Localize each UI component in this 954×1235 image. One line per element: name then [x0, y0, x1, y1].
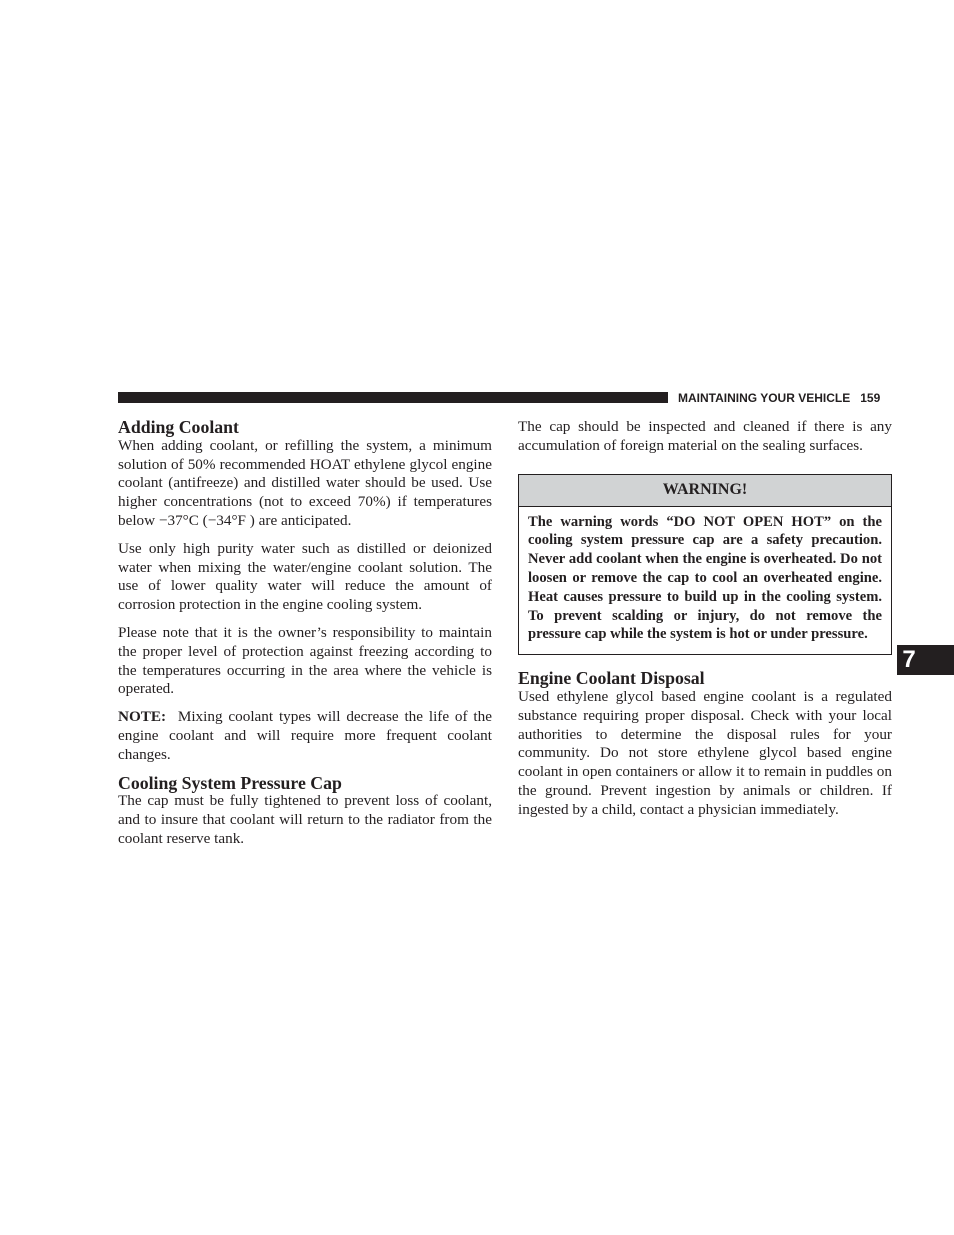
- warning-text: The warning words “DO NOT OPEN HOT” on the cooling system pressure cap are a safety precaution. Never add coolant when the engine is overheated. Do not loosen or remove the cap to cool an overheated engine. Heat causes pressure to build up in the cooling system. To prevent scalding or injury, do not remove the pressure cap while the system is hot or under pressure.: [528, 513, 882, 643]
- section-title: MAINTAINING YOUR VEHICLE: [678, 391, 851, 405]
- page-number: 159: [860, 391, 881, 405]
- note-text: Mixing coolant types will decrease the life of the engine coolant and will require more frequent coolant changes.: [118, 708, 492, 763]
- disposal-heading: Engine Coolant Disposal: [518, 668, 705, 689]
- right-column: [518, 418, 892, 820]
- pressure-cap-heading: Cooling System Pressure Cap: [118, 772, 342, 793]
- warning-box: [518, 474, 892, 656]
- adding-coolant-heading: Adding Coolant: [118, 417, 239, 437]
- chapter-number: 7: [902, 646, 916, 673]
- running-header: [678, 389, 892, 407]
- adding-coolant-paragraph-2: Use only high purity water such as distilled or deionized water when mixing the water/engine coolant solution. The use of lower quality water will reduce the amount of corrosion protection in the engine cooling system.: [118, 539, 492, 614]
- note-paragraph: [118, 708, 492, 764]
- header-rule: [118, 392, 668, 403]
- warning-title: WARNING!: [519, 475, 891, 507]
- pressure-cap-paragraph: The cap must be fully tightened to prevent loss of coolant, and to insure that coolant will return to the radiator from the coolant reserve tank.: [118, 792, 492, 847]
- adding-coolant-paragraph-1: When adding coolant, or refilling the system, a minimum solution of 50% recommended HOAT ethylene glycol engine coolant (antifreeze) and distilled water should be used. Use higher concentrations (not to exceed 70%) if temperatures below −37°C (−34°F ) are anticipated.: [118, 436, 492, 529]
- disposal-paragraph: Used ethylene glycol based engine coolant is a regulated substance requiring proper disposal. Check with your local authorities to determine the disposal rules for your community. Do not store ethylene glycol based engine coolant in open containers or allow it to remain in puddles on the ground. Prevent ingestion by animals or children. If ingested by a child, contact a physician immediately.: [518, 687, 892, 818]
- note-label: NOTE:: [118, 708, 167, 726]
- inspection-paragraph: The cap should be inspected and cleaned if there is any accumulation of foreign material on the sealing surfaces.: [518, 418, 892, 454]
- adding-coolant-paragraph-3: Please note that it is the owner’s responsibility to maintain the proper level of protection against freezing according to the temperatures occurring in the area where the vehicle is operated.: [118, 623, 492, 698]
- left-column: [118, 418, 492, 849]
- chapter-tab: [897, 645, 954, 675]
